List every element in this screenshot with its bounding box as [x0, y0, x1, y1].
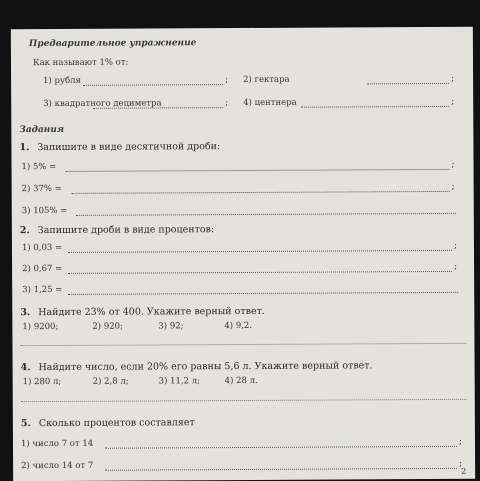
prelim-item-2: 3) квадратного дециметра: [43, 98, 162, 110]
answer-line[interactable]: [76, 213, 456, 216]
answer-line[interactable]: [68, 271, 452, 274]
answer-line[interactable]: [83, 84, 223, 86]
task-1-item-3: 3) 105% =: [21, 205, 68, 217]
answer-line[interactable]: [105, 468, 457, 471]
answer-line[interactable]: [68, 292, 458, 295]
task-1-text: Запишите в виде десятичной дроби:: [37, 141, 221, 154]
task-4-option-1[interactable]: 1) 280 л;: [22, 376, 62, 388]
task-3-option-2[interactable]: 2) 920;: [92, 321, 123, 332]
prelim-question: Как называют 1% от:: [32, 57, 129, 69]
task-1-heading: [19, 141, 220, 153]
prelim-item-4: 4) центнера: [243, 97, 297, 108]
task-4-number: 4.: [20, 362, 31, 374]
task-3-option-1[interactable]: 1) 9200;: [22, 321, 59, 333]
task-1-number: 1.: [19, 142, 30, 154]
semicolon: ;: [451, 96, 455, 107]
semicolon: ;: [454, 261, 458, 272]
answer-line[interactable]: [301, 106, 449, 108]
task-2-heading: [20, 224, 214, 236]
task-4-option-4[interactable]: 4) 28 л.: [224, 375, 258, 387]
task-2-item-1: 1) 0,03 =: [21, 242, 63, 254]
task-1-item-1: 1) 5% =: [21, 161, 57, 173]
task-3-option-3[interactable]: 3) 92;: [158, 321, 184, 332]
answer-line[interactable]: [72, 191, 450, 194]
task-4-option-3[interactable]: 3) 11,2 л;: [158, 376, 201, 387]
answer-line[interactable]: [367, 83, 449, 84]
answer-line[interactable]: [68, 250, 452, 253]
task-2-item-2: 2) 0,67 =: [22, 263, 63, 275]
prelim-item-1: 1) рубля: [43, 75, 81, 87]
semicolon: ;: [225, 75, 229, 86]
task-2-item-3: 3) 1,25 =: [22, 284, 63, 296]
answer-line[interactable]: [20, 343, 466, 346]
answer-line[interactable]: [21, 399, 467, 402]
task-3-text: Найдите 23% от 400. Укажите верный ответ.: [38, 305, 265, 319]
task-5-number: 5.: [20, 418, 31, 430]
task-3-number: 3.: [20, 307, 31, 319]
semicolon: ;: [451, 73, 455, 84]
task-1-item-2: 2) 37% =: [21, 183, 62, 195]
task-4-text: Найдите число, если 20% его равны 5,6 л. Укажите верный ответ.: [38, 360, 373, 374]
answer-line[interactable]: [105, 446, 457, 449]
answer-line[interactable]: [93, 107, 223, 109]
task-5-text: Сколько процентов составляет: [38, 417, 195, 430]
task-2-text: Запишите дроби в виде процентов:: [37, 224, 215, 237]
semicolon: ;: [451, 181, 455, 192]
worksheet-page: [11, 27, 475, 481]
task-4-heading: [21, 360, 373, 373]
task-5-item-1: 1) число 7 от 14: [20, 438, 94, 450]
semicolon: ;: [451, 159, 455, 170]
semicolon: ;: [225, 98, 229, 109]
prelim-item-3: 2) гектара: [243, 74, 290, 85]
answer-line[interactable]: [66, 169, 450, 172]
page-mark: 2: [461, 466, 467, 476]
header-title: Предварительное упражнение: [28, 38, 197, 50]
tasks-title: Задания: [19, 124, 65, 136]
task-2-number: 2.: [19, 225, 30, 237]
task-5-item-2: 2) число 14 от 7: [21, 460, 94, 472]
semicolon: ;: [453, 240, 458, 251]
task-4-option-2[interactable]: 2) 2,8 л;: [92, 376, 129, 387]
task-3-heading: [20, 306, 265, 318]
task-5-heading: [21, 417, 195, 429]
task-3-option-4[interactable]: 4) 9,2.: [224, 320, 253, 332]
semicolon: ;: [459, 458, 463, 469]
semicolon: ;: [458, 436, 463, 447]
